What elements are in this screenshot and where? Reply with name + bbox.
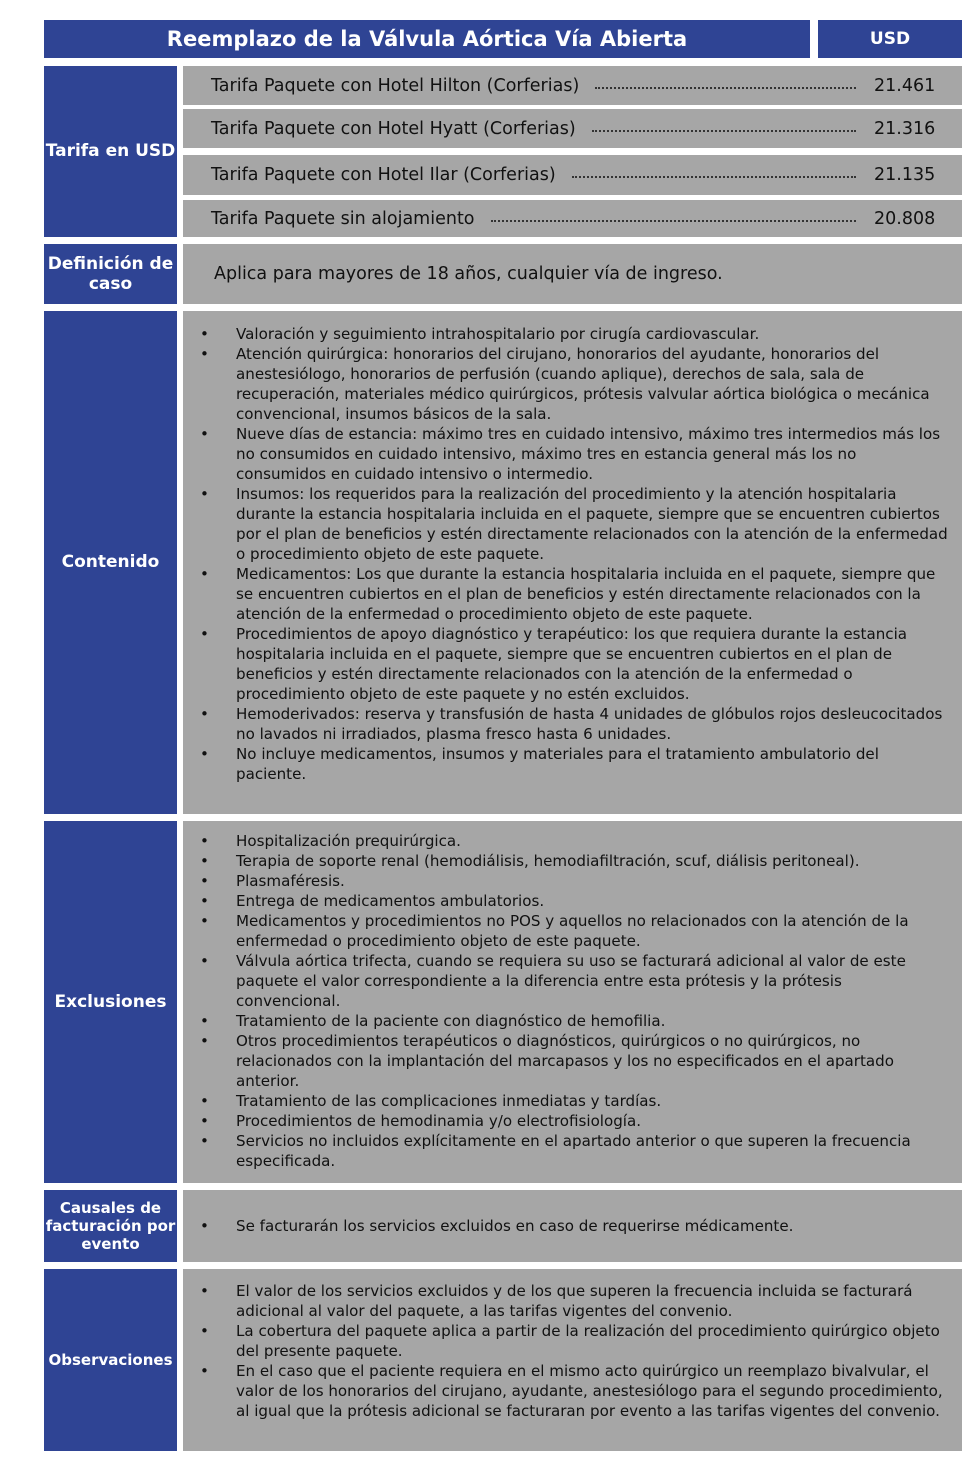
dotted-leader <box>491 220 856 222</box>
causales-list <box>183 1216 950 1236</box>
rate-value: 21.135 <box>874 165 936 185</box>
definicion-label: Definición de caso <box>44 244 177 304</box>
definicion-box <box>183 244 962 304</box>
tarifa-label: Tarifa en USD <box>44 66 177 237</box>
list-item: • Tratamiento de las complicaciones inmediatas y tardías. <box>183 1091 950 1111</box>
list-item: • El valor de los servicios excluidos y de los que superen la frecuencia incluida se facturará adicional al valor del paquete, a las tarifas vigentes del convenio. <box>183 1281 950 1321</box>
list-item: • Servicios no incluidos explícitamente en el apartado anterior o que superen la frecuencia especificada. <box>183 1131 950 1171</box>
page-title: Reemplazo de la Válvula Aórtica Vía Abierta <box>44 20 810 58</box>
rate-row-sin-alojamiento <box>183 200 962 237</box>
observaciones-label: Observaciones <box>44 1269 177 1451</box>
definicion-text: Aplica para mayores de 18 años, cualquier vía de ingreso. <box>214 264 723 284</box>
observaciones-list <box>183 1281 950 1421</box>
rate-row-ilar <box>183 155 962 195</box>
list-item: • Procedimientos de hemodinamia y/o electrofisiología. <box>183 1111 950 1131</box>
causales-box <box>183 1190 962 1262</box>
list-item: • Se facturarán los servicios excluidos en caso de requerirse médicamente. <box>183 1216 950 1236</box>
observaciones-box <box>183 1269 962 1451</box>
rate-value: 21.316 <box>874 118 936 139</box>
list-item: • Entrega de medicamentos ambulatorios. <box>183 891 950 911</box>
list-item: • Plasmaféresis. <box>183 871 950 891</box>
list-item: • Procedimientos de apoyo diagnóstico y terapéutico: los que requiera durante la estancia hospitalaria incluida en el paquete, siempre que se encuentren cubiertos en el plan de beneficios y estén directamente relacionados con la atención de la enfermedad o procedimiento objeto de este paquete y no estén excluidos. <box>183 624 950 704</box>
dotted-leader <box>595 87 856 89</box>
list-item: • Atención quirúrgica: honorarios del cirujano, honorarios del ayudante, honorarios del anestesiólogo, honorarios de perfusión (cuando aplique), derechos de sala, sala de recuperación, materiales médico quirúrgicos, prótesis valvular aórtica biológica o mecánica convencional, insumos básicos de la sala. <box>183 344 950 424</box>
contenido-label: Contenido <box>44 311 177 814</box>
dotted-leader <box>572 176 856 178</box>
list-item: • En el caso que el paciente requiera en el mismo acto quirúrgico un reemplazo bivalvular, el valor de los honorarios del cirujano, ayudante, anestesiólogo para el segundo procedimiento, al igual que la prótesis adicional se facturaran por evento a las tarifas vigentes del convenio. <box>183 1361 950 1421</box>
dotted-leader <box>592 130 856 132</box>
list-item: • Valoración y seguimiento intrahospitalario por cirugía cardiovascular. <box>183 324 950 344</box>
rate-name: Tarifa Paquete con Hotel Ilar (Corferias) <box>211 165 556 185</box>
rate-name: Tarifa Paquete con Hotel Hyatt (Corferias) <box>211 118 576 139</box>
causales-label: Causales de facturación por evento <box>44 1190 177 1262</box>
list-item: • Válvula aórtica trifecta, cuando se requiera su uso se facturará adicional al valor de este paquete el valor correspondiente a la diferencia entre esta prótesis y la prótesis convencional. <box>183 951 950 1011</box>
list-item: • Otros procedimientos terapéuticos o diagnósticos, quirúrgicos o no quirúrgicos, no relacionados con la implantación del marcapasos y los no especificados en el apartado anterior. <box>183 1031 950 1091</box>
list-item: • Hospitalización prequirúrgica. <box>183 831 950 851</box>
list-item: • Medicamentos y procedimientos no POS y aquellos no relacionados con la atención de la enfermedad o procedimiento objeto de este paquete. <box>183 911 950 951</box>
exclusiones-box <box>183 821 962 1183</box>
contenido-box <box>183 311 962 814</box>
list-item: • Tratamiento de la paciente con diagnóstico de hemofilia. <box>183 1011 950 1031</box>
list-item: • Terapia de soporte renal (hemodiálisis, hemodiafiltración, scuf, diálisis peritoneal). <box>183 851 950 871</box>
exclusiones-list <box>183 831 950 1171</box>
list-item: • Hemoderivados: reserva y transfusión de hasta 4 unidades de glóbulos rojos desleucocitados no lavados ni irradiados, plasma fresco hasta 6 unidades. <box>183 704 950 744</box>
rate-row-hyatt <box>183 109 962 148</box>
contenido-list <box>183 324 950 784</box>
rate-value: 21.461 <box>874 75 936 96</box>
rate-name: Tarifa Paquete sin alojamiento <box>211 208 475 229</box>
list-item: • Insumos: los requeridos para la realización del procedimiento y la atención hospitalaria durante la estancia hospitalaria incluida en el paquete, siempre que se encuentren cubiertos por el plan de beneficios y estén directamente relacionados con la atención de la enfermedad o procedimiento objeto de este paquete. <box>183 484 950 564</box>
rate-value: 20.808 <box>874 208 936 229</box>
list-item: • Nueve días de estancia: máximo tres en cuidado intensivo, máximo tres intermedios más los no consumidos en cuidado intensivo, máximo tres en estancia general más los no consumidos en cuidado intensivo o intermedio. <box>183 424 950 484</box>
rate-name: Tarifa Paquete con Hotel Hilton (Corferias) <box>211 75 580 96</box>
currency-header: USD <box>818 20 962 58</box>
list-item: • No incluye medicamentos, insumos y materiales para el tratamiento ambulatorio del paciente. <box>183 744 950 784</box>
list-item: • Medicamentos: Los que durante la estancia hospitalaria incluida en el paquete, siempre que se encuentren cubiertos en el plan de beneficios y estén directamente relacionados con la atención de la enfermedad o procedimiento objeto de este paquete. <box>183 564 950 624</box>
list-item: • La cobertura del paquete aplica a partir de la realización del procedimiento quirúrgico objeto del presente paquete. <box>183 1321 950 1361</box>
exclusiones-label: Exclusiones <box>44 821 177 1183</box>
rate-row-hilton <box>183 66 962 105</box>
